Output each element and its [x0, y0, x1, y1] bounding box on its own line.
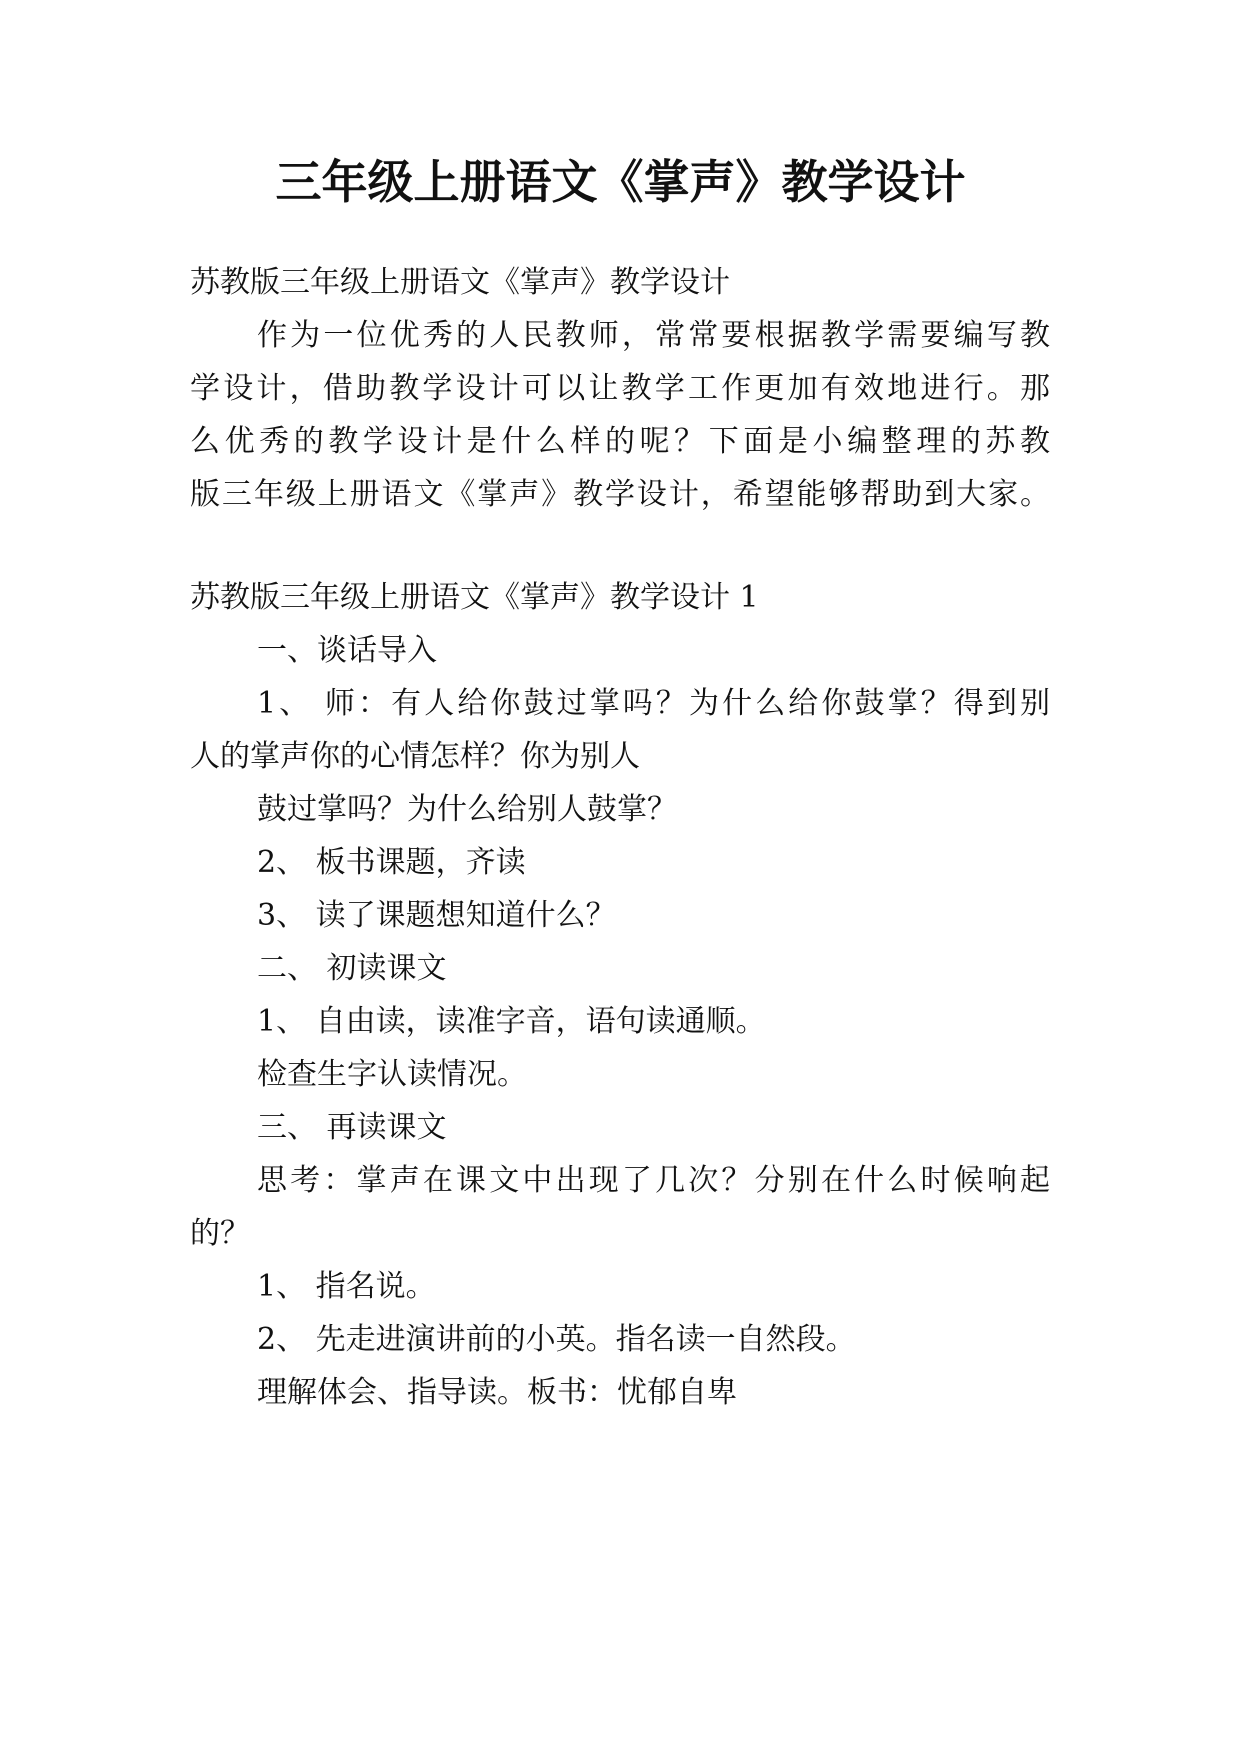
intro-line: 学设计，借助教学设计可以让教学工作更加有效地进行。那 [190, 371, 1050, 406]
body-line: 2、 板书课题，齐读 [257, 845, 526, 880]
section-heading: 苏教版三年级上册语文《掌声》教学设计 1 [190, 580, 759, 615]
document-subtitle: 苏教版三年级上册语文《掌声》教学设计 [190, 265, 730, 300]
body-line: 一、谈话导入 [257, 633, 437, 668]
body-line: 三、 再读课文 [257, 1110, 447, 1145]
body-line: 检查生字认读情况。 [257, 1057, 527, 1092]
page-title: 三年级上册语文《掌声》教学设计 [275, 155, 966, 209]
intro-line: 作为一位优秀的人民教师，常常要根据教学需要编写教 [257, 318, 1050, 353]
body-line: 1、 自由读，读准字音，语句读通顺。 [257, 1004, 766, 1039]
body-line: 1、 师：有人给你鼓过掌吗？为什么给你鼓掌？得到别 [257, 686, 1050, 721]
body-line: 思考：掌声在课文中出现了几次？分别在什么时候响起 [257, 1163, 1050, 1198]
body-line: 的？ [190, 1216, 250, 1251]
body-line: 3、 读了课题想知道什么？ [257, 898, 616, 933]
body-line: 理解体会、指导读。板书：忧郁自卑 [257, 1375, 737, 1410]
intro-line: 么优秀的教学设计是什么样的呢？下面是小编整理的苏教 [190, 424, 1050, 459]
body-line: 1、 指名说。 [257, 1269, 436, 1304]
body-line: 人的掌声你的心情怎样？你为别人 [190, 739, 640, 774]
body-line: 2、 先走进演讲前的小英。指名读一自然段。 [257, 1322, 856, 1357]
intro-line: 版三年级上册语文《掌声》教学设计，希望能够帮助到大家。 [190, 477, 1050, 512]
body-line: 鼓过掌吗？为什么给别人鼓掌？ [257, 792, 677, 827]
body-line: 二、 初读课文 [257, 951, 447, 986]
